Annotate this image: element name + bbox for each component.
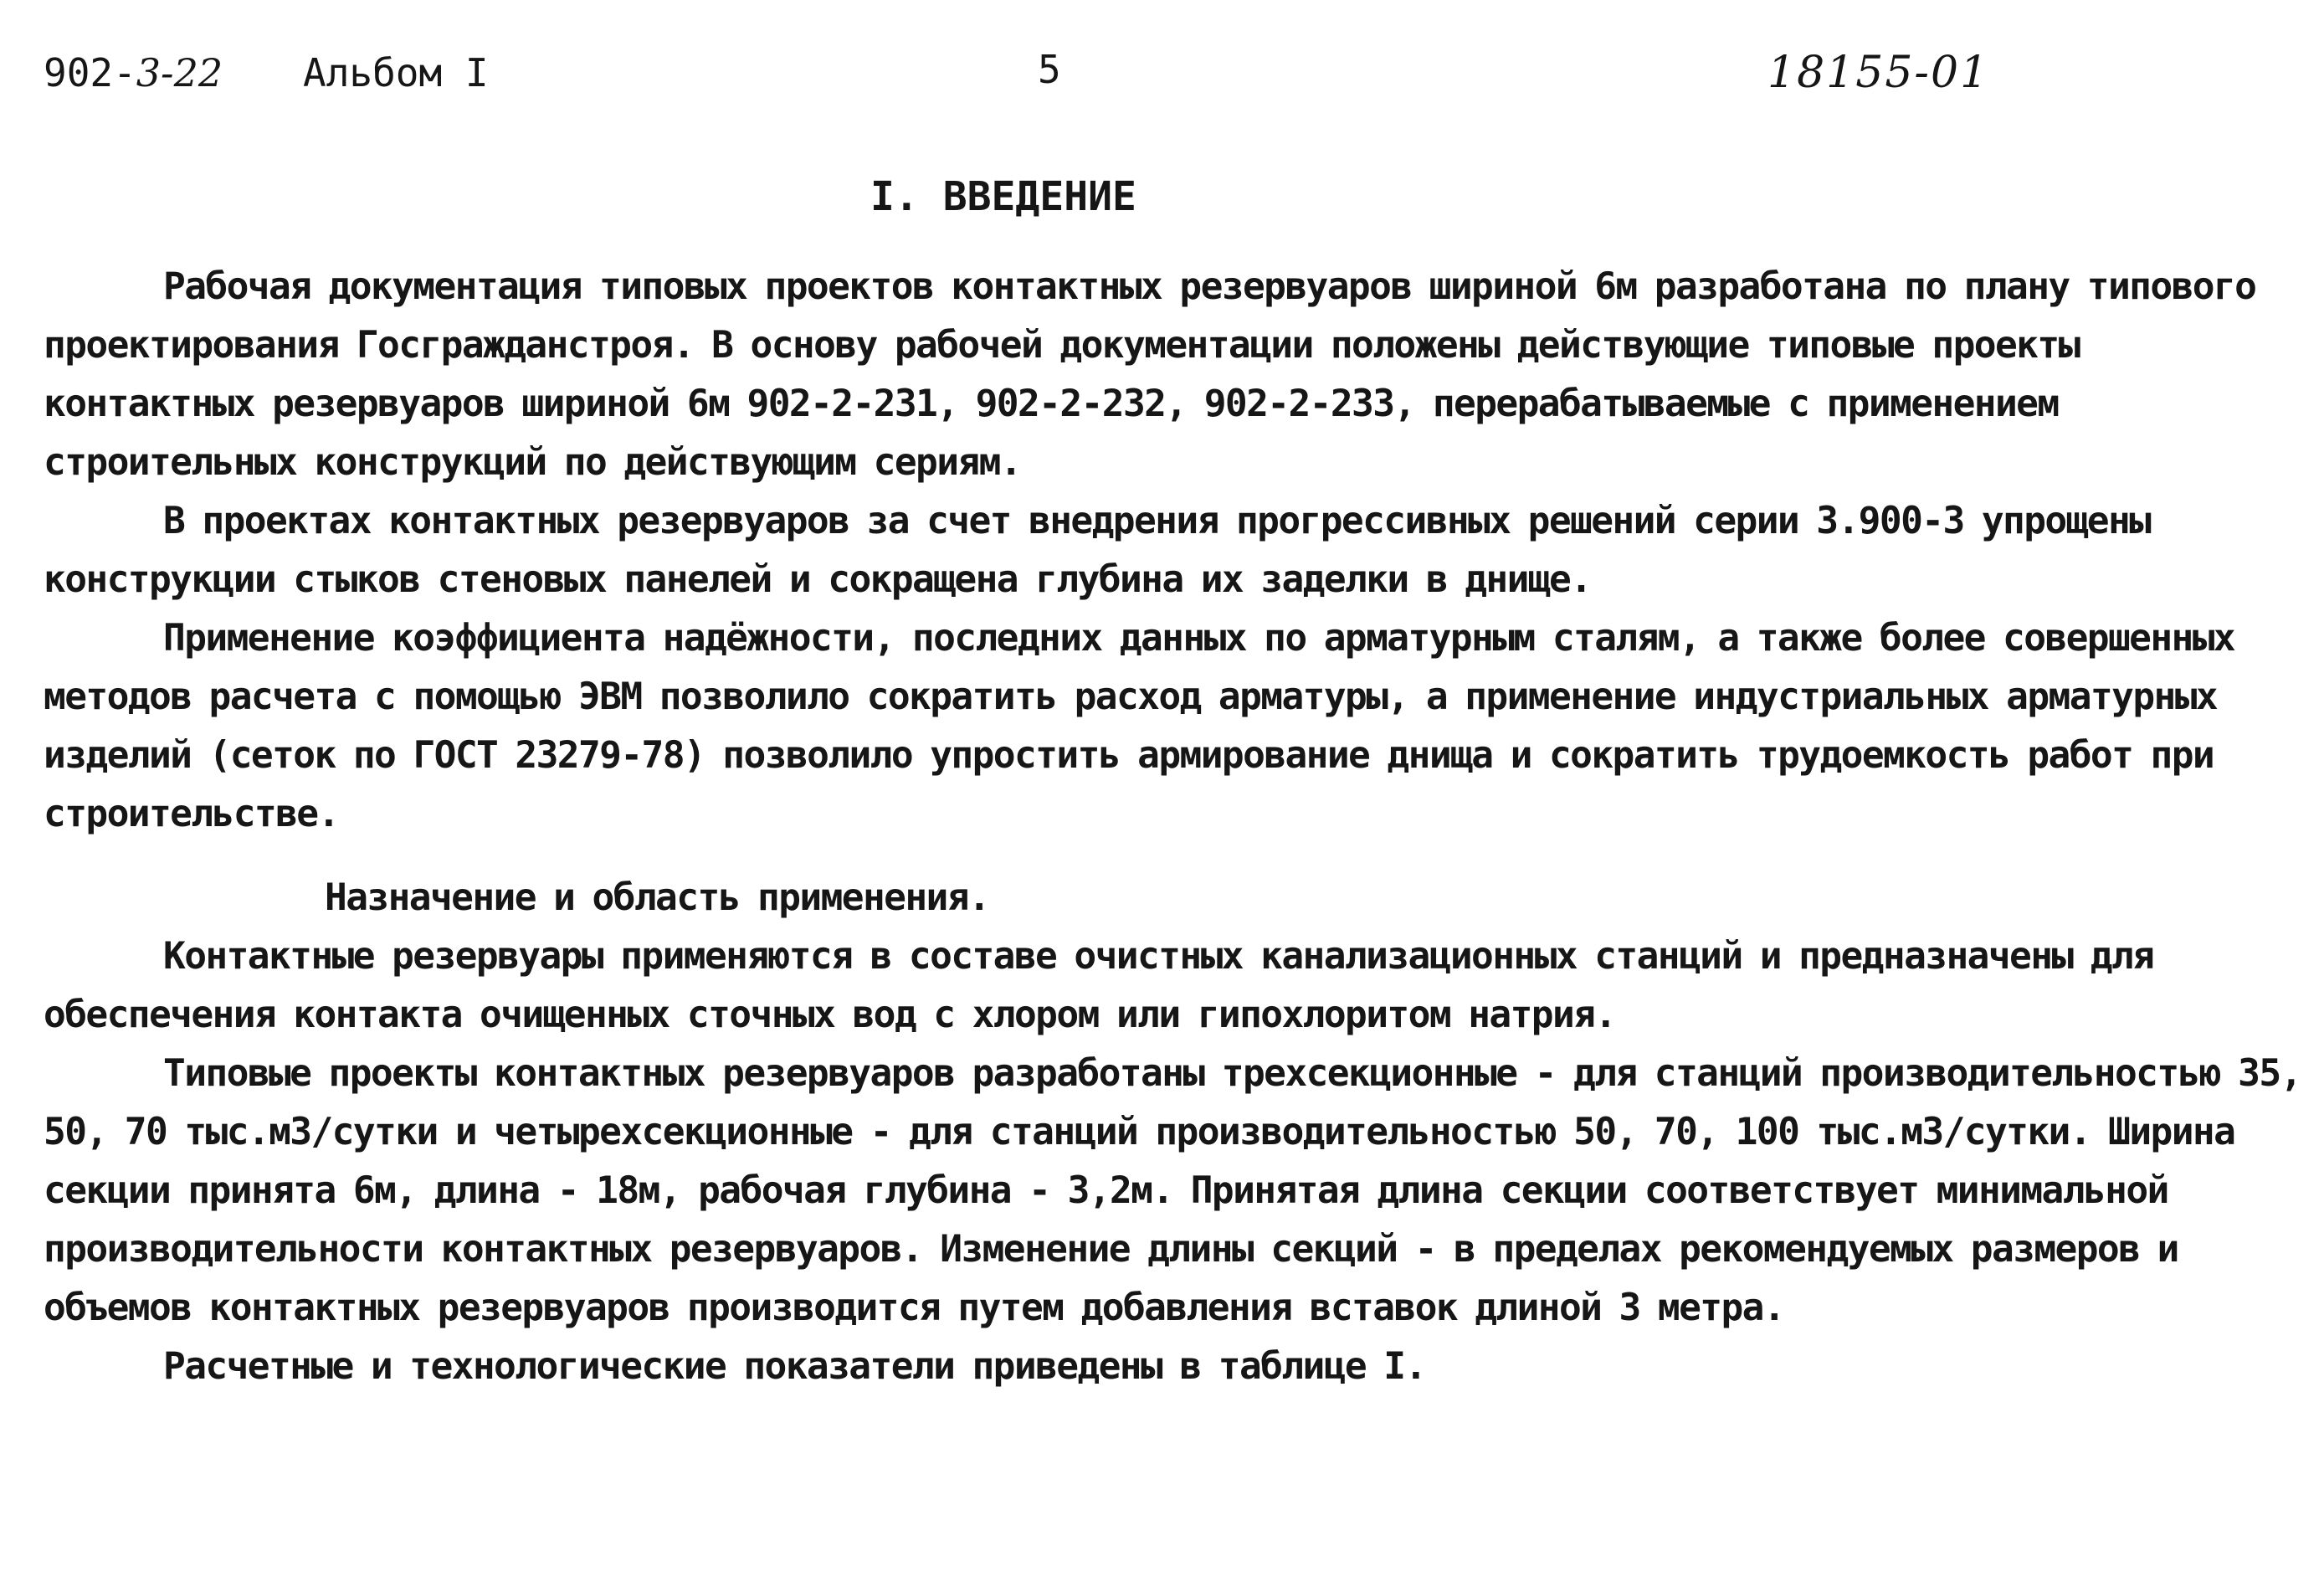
document-body [44,258,2303,1396]
subheading-purpose: Назначение и область применения. [325,876,990,919]
document-code-printed: 902- [44,50,136,95]
paragraph-reliability: Применение коэффициента надёжности, последних данных по арматурным сталям, а также более совершенных методов расчета с помощью ЭВМ позволило сократить расход арматуры, а применение индустриальных арматурных изделий (сеток по ГОСТ 23279-78) позволило упростить армирование днища и сократить трудоемкость работ при строительстве. [44,617,2235,835]
paragraph-application: Контактные резервуары применяются в составе очистных канализационных станций и предназначены для обеспечения контакта очищенных сточных вод с хлором или гипохлоритом натрия. [44,935,2154,1036]
page-number: 5 [1038,47,1061,92]
document-code [44,44,223,102]
paragraph-series: В проектах контактных резервуаров за счет внедрения прогрессивных решений серии 3.900-3 упрощены конструкции стыков стеновых панелей и сокращена глубина их заделки в днище. [44,500,2151,601]
album-label: Альбом I [303,50,489,95]
paragraph-capacity: Типовые проекты контактных резервуаров разработаны трехсекционные - для станций производительностью 35, 50, 70 тыс.м3/сутки и четырехсекционные - для станций производительностью 50, 70, 100 тыс.м3/сутки. Ширина секции принята 6м, длина - 18м, рабочая глубина - 3,2м. Принятая длина секции соответствует минимальной производительности контактных резервуаров. Изменение длины секций - в пределах рекомендуемых размеров и объемов контактных резервуаров производится путем добавления вставок длиной 3 метра. [44,1052,2301,1329]
section-title: I. ВВЕДЕНИЕ [870,173,1136,220]
inventory-number: 18155-01 [1767,48,1990,98]
paragraph-intro: Рабочая документация типовых проектов контактных резервуаров шириной 6м разработана по плану типового проектирования Госгражданстроя. В основу рабочей документации положены действующие типовые проекты контактных резервуаров шириной 6м 902-2-231, 902-2-232, 902-2-233, перерабатываемые с применением строительных конструкций по действующим сериям. [44,265,2256,484]
document-code-handwritten: 3-22 [136,50,223,95]
paragraph-table-reference: Расчетные и технологические показатели приведены в таблице I. [163,1345,1426,1388]
